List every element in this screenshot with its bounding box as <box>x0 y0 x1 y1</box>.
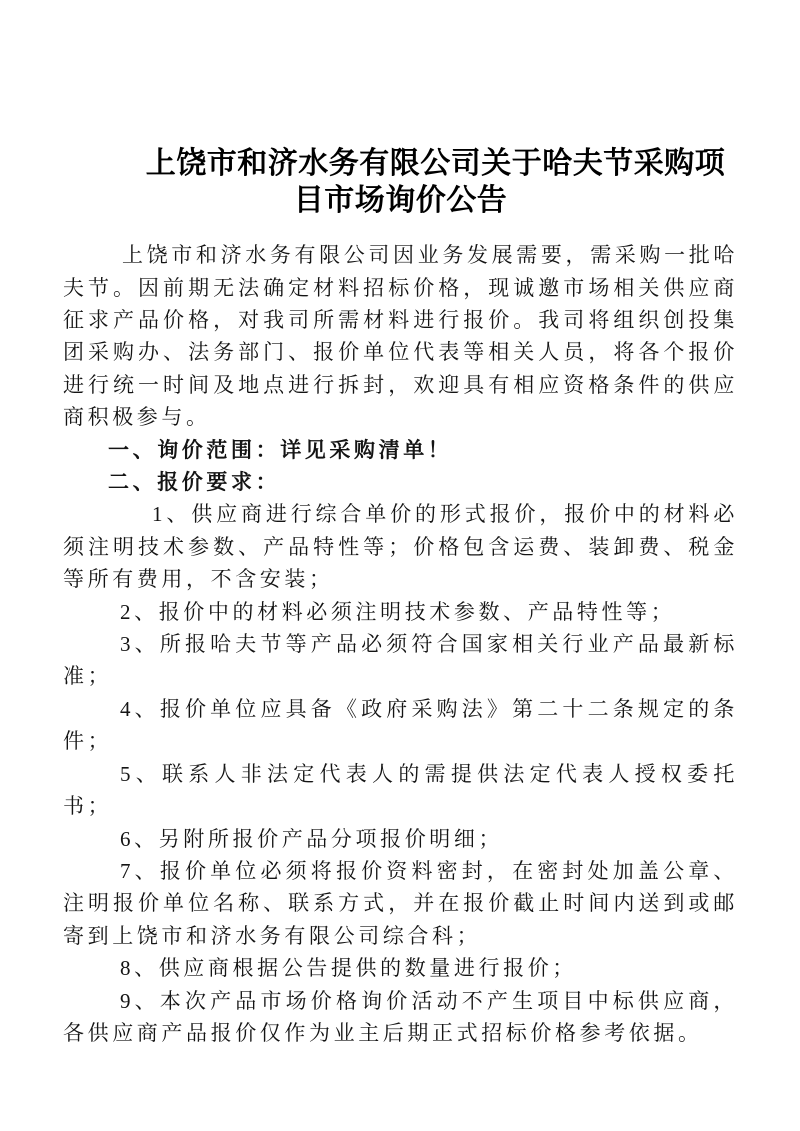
requirement-item-8: 8、供应商根据公告提供的数量进行报价； <box>120 956 577 981</box>
intro-paragraph: 上饶市和济水务有限公司因业务发展需要，需采购一批哈夫节。因前期无法确定材料招标价格，现诚邀市场相关供应商征求产品价格，对我司所需材料进行报价。我司将组织创投集团采购办、法务部门、报价单位代表等相关人员，将各个报价进行统一时间及地点进行拆封，欢迎具有相应资格条件的供应商积极参与。 <box>63 243 738 430</box>
requirement-item-7: 7、报价单位必须将报价资料密封，在密封处加盖公章、注明报价单位名称、联系方式，并在报价截止时间内送到或邮寄到上饶市和济水务有限公司综合科； <box>63 858 738 948</box>
document-body <box>63 239 738 1049</box>
section-heading-inquiry-scope: 一、询价范围：详见采购清单！ <box>108 437 453 462</box>
requirement-item-9: 9、本次产品市场价格询价活动不产生项目中标供应商，各供应商产品报价仅作为业主后期正式招标价格参考依据。 <box>63 988 738 1045</box>
document-title-line-2: 目市场询价公告 <box>293 184 508 218</box>
requirement-item-3: 3、所报哈夫节等产品必须符合国家相关行业产品最新标准； <box>63 632 738 689</box>
requirement-item-6: 6、另附所报价产品分项报价明细； <box>120 826 504 851</box>
document-title <box>63 145 738 219</box>
requirement-item-1: 1、供应商进行综合单价的形式报价，报价中的材料必须注明技术参数、产品特性等；价格包含运费、装卸费、税金等所有费用，不含安装； <box>63 502 738 592</box>
document-title-line-1: 上饶市和济水务有限公司关于哈夫节采购项 <box>145 147 726 181</box>
requirement-item-2: 2、报价中的材料必须注明技术参数、产品特性等； <box>120 599 676 624</box>
document-content <box>63 125 738 1049</box>
section-heading-quotation-requirements: 二、报价要求： <box>108 470 281 495</box>
requirement-item-5: 5、联系人非法定代表人的需提供法定代表人授权委托书； <box>63 761 738 819</box>
requirement-item-4: 4、报价单位应具备《政府采购法》第二十二条规定的条件； <box>63 696 738 754</box>
